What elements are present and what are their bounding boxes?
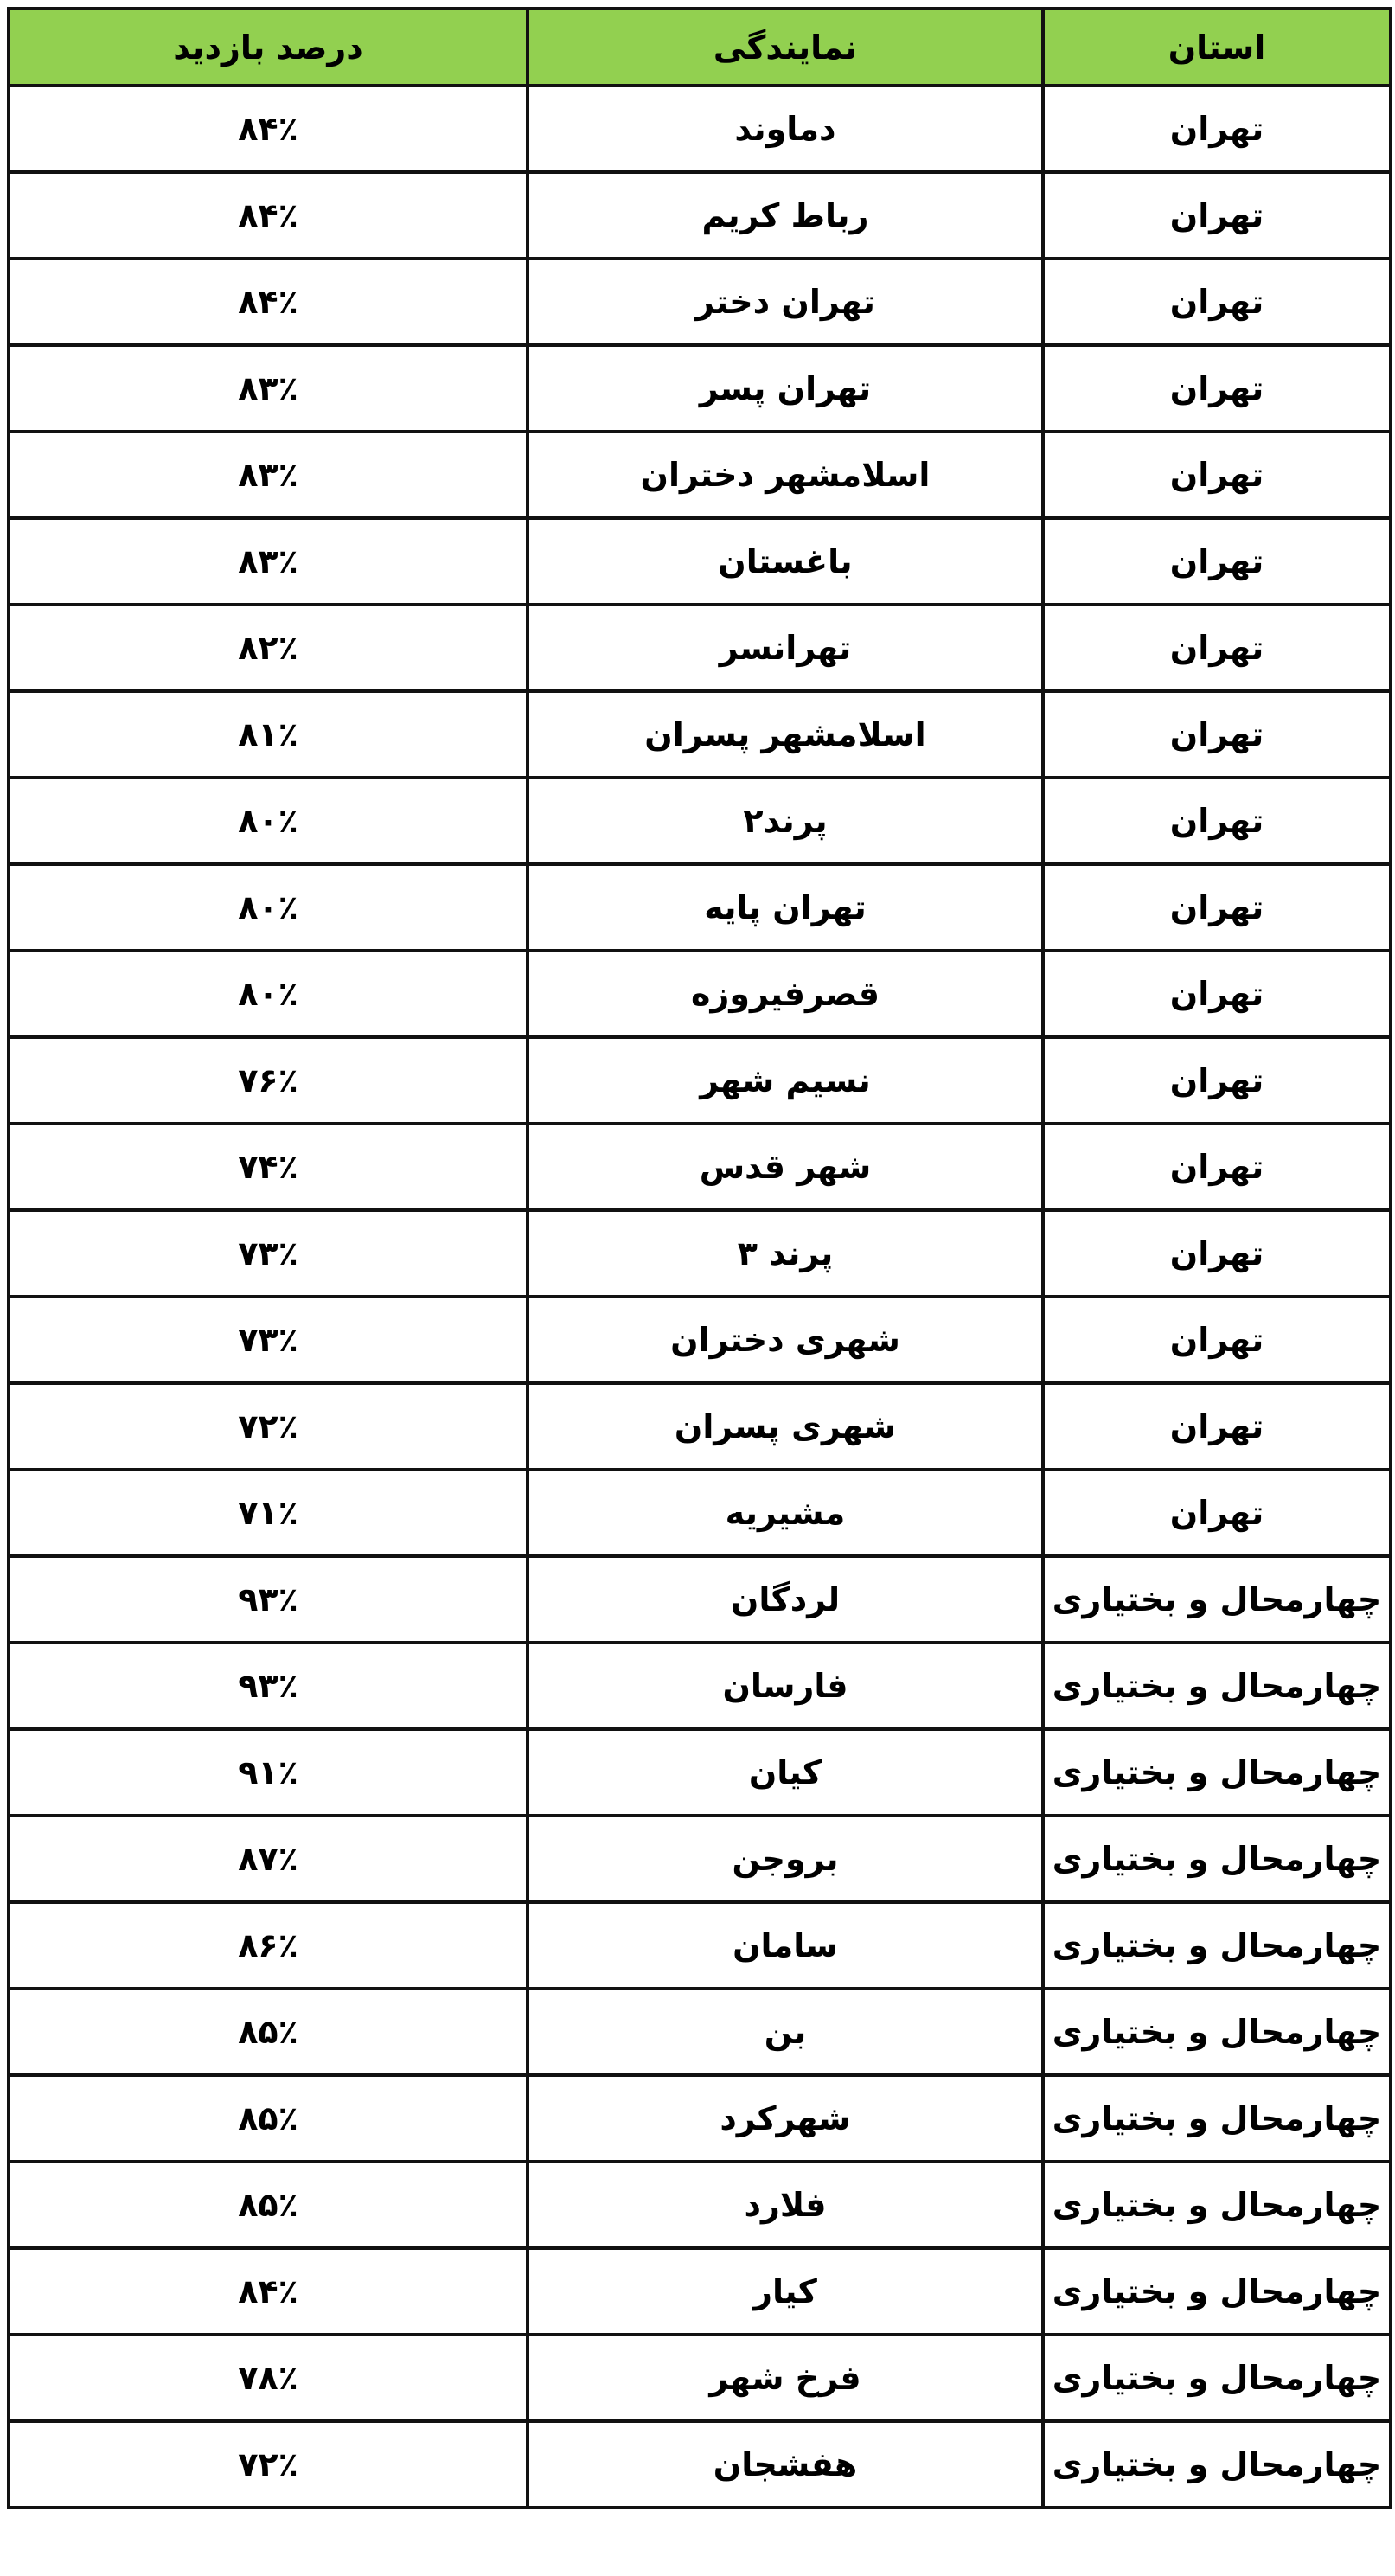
table-row [9, 1989, 1391, 2075]
table-row [9, 778, 1391, 864]
cell-province: چهارمحال و بختیاری [1043, 1902, 1391, 1989]
table-row [9, 1556, 1391, 1643]
cell-agency: شهری دختران [528, 1297, 1043, 1383]
cell-province: تهران [1043, 432, 1391, 518]
cell-agency: فرخ شهر [528, 2335, 1043, 2421]
cell-province: تهران [1043, 605, 1391, 691]
cell-province: تهران [1043, 172, 1391, 259]
table-row [9, 2162, 1391, 2248]
header-percent: درصد بازدید [9, 9, 528, 86]
cell-percent: ۹۳٪ [9, 1556, 528, 1643]
cell-agency: مشیریه [528, 1470, 1043, 1556]
table-body [9, 86, 1391, 2508]
table-header [9, 9, 1391, 86]
cell-percent: ۸۰٪ [9, 951, 528, 1037]
table-row [9, 1902, 1391, 1989]
header-row [9, 9, 1391, 86]
cell-percent: ۸۴٪ [9, 259, 528, 345]
header-agency: نمایندگی [528, 9, 1043, 86]
cell-percent: ۸۲٪ [9, 605, 528, 691]
cell-agency: پرند ۳ [528, 1210, 1043, 1297]
cell-agency: تهران پسر [528, 345, 1043, 432]
cell-province: تهران [1043, 1470, 1391, 1556]
cell-agency: فلارد [528, 2162, 1043, 2248]
cell-agency: قصرفیروزه [528, 951, 1043, 1037]
cell-percent: ۷۱٪ [9, 1470, 528, 1556]
cell-percent: ۸۴٪ [9, 86, 528, 172]
table-row [9, 86, 1391, 172]
cell-province: چهارمحال و بختیاری [1043, 2421, 1391, 2508]
cell-province: چهارمحال و بختیاری [1043, 2248, 1391, 2335]
cell-province: تهران [1043, 259, 1391, 345]
table-row [9, 1470, 1391, 1556]
table-row [9, 1729, 1391, 1816]
cell-percent: ۷۳٪ [9, 1297, 528, 1383]
cell-percent: ۹۱٪ [9, 1729, 528, 1816]
cell-province: چهارمحال و بختیاری [1043, 2335, 1391, 2421]
cell-agency: شهرکرد [528, 2075, 1043, 2162]
table-row [9, 2421, 1391, 2508]
cell-province: چهارمحال و بختیاری [1043, 1729, 1391, 1816]
cell-agency: بن [528, 1989, 1043, 2075]
cell-province: تهران [1043, 1297, 1391, 1383]
cell-percent: ۷۴٪ [9, 1124, 528, 1210]
cell-province: چهارمحال و بختیاری [1043, 1816, 1391, 1902]
table-row [9, 1383, 1391, 1470]
cell-province: چهارمحال و بختیاری [1043, 2162, 1391, 2248]
cell-province: تهران [1043, 1124, 1391, 1210]
cell-agency: شهر قدس [528, 1124, 1043, 1210]
table-row [9, 1297, 1391, 1383]
cell-percent: ۸۱٪ [9, 691, 528, 778]
table-row [9, 172, 1391, 259]
table-row [9, 432, 1391, 518]
cell-province: تهران [1043, 951, 1391, 1037]
cell-percent: ۸۰٪ [9, 864, 528, 951]
cell-percent: ۸۷٪ [9, 1816, 528, 1902]
cell-province: تهران [1043, 1037, 1391, 1124]
cell-percent: ۷۳٪ [9, 1210, 528, 1297]
cell-agency: تهران دختر [528, 259, 1043, 345]
table-row [9, 1210, 1391, 1297]
cell-agency: بروجن [528, 1816, 1043, 1902]
cell-agency: کیان [528, 1729, 1043, 1816]
cell-percent: ۸۳٪ [9, 345, 528, 432]
table-row [9, 605, 1391, 691]
document-page [7, 7, 1389, 2509]
cell-province: چهارمحال و بختیاری [1043, 1556, 1391, 1643]
cell-percent: ۹۳٪ [9, 1643, 528, 1729]
cell-agency: شهری پسران [528, 1383, 1043, 1470]
table-row [9, 259, 1391, 345]
cell-agency: اسلامشهر دختران [528, 432, 1043, 518]
cell-percent: ۷۸٪ [9, 2335, 528, 2421]
cell-percent: ۸۵٪ [9, 1989, 528, 2075]
cell-agency: اسلامشهر پسران [528, 691, 1043, 778]
cell-percent: ۸۳٪ [9, 518, 528, 605]
table-row [9, 1124, 1391, 1210]
cell-province: تهران [1043, 345, 1391, 432]
table-row [9, 864, 1391, 951]
cell-province: چهارمحال و بختیاری [1043, 1989, 1391, 2075]
cell-agency: تهران پایه [528, 864, 1043, 951]
cell-agency: تهرانسر [528, 605, 1043, 691]
cell-agency: دماوند [528, 86, 1043, 172]
cell-agency: فارسان [528, 1643, 1043, 1729]
cell-agency: لردگان [528, 1556, 1043, 1643]
table-row [9, 1643, 1391, 1729]
table-row [9, 2335, 1391, 2421]
cell-percent: ۷۲٪ [9, 2421, 528, 2508]
table-row [9, 518, 1391, 605]
table-row [9, 1816, 1391, 1902]
cell-province: تهران [1043, 778, 1391, 864]
cell-agency: هفشجان [528, 2421, 1043, 2508]
cell-province: تهران [1043, 518, 1391, 605]
table-row [9, 2248, 1391, 2335]
header-province: استان [1043, 9, 1391, 86]
table-row [9, 691, 1391, 778]
cell-province: چهارمحال و بختیاری [1043, 2075, 1391, 2162]
table-row [9, 1037, 1391, 1124]
cell-percent: ۸۵٪ [9, 2162, 528, 2248]
table-row [9, 345, 1391, 432]
cell-province: تهران [1043, 1210, 1391, 1297]
cell-percent: ۸۳٪ [9, 432, 528, 518]
cell-agency: باغستان [528, 518, 1043, 605]
cell-percent: ۸۴٪ [9, 172, 528, 259]
cell-province: تهران [1043, 691, 1391, 778]
cell-percent: ۸۵٪ [9, 2075, 528, 2162]
cell-percent: ۸۰٪ [9, 778, 528, 864]
cell-percent: ۸۴٪ [9, 2248, 528, 2335]
cell-agency: کیار [528, 2248, 1043, 2335]
cell-percent: ۷۲٪ [9, 1383, 528, 1470]
visit-percentage-table [7, 7, 1392, 2509]
cell-province: تهران [1043, 864, 1391, 951]
cell-agency: نسیم شهر [528, 1037, 1043, 1124]
cell-percent: ۸۶٪ [9, 1902, 528, 1989]
cell-province: تهران [1043, 86, 1391, 172]
cell-province: چهارمحال و بختیاری [1043, 1643, 1391, 1729]
cell-percent: ۷۶٪ [9, 1037, 528, 1124]
cell-agency: پرند۲ [528, 778, 1043, 864]
table-row [9, 951, 1391, 1037]
cell-agency: رباط کریم [528, 172, 1043, 259]
cell-province: تهران [1043, 1383, 1391, 1470]
table-row [9, 2075, 1391, 2162]
cell-agency: سامان [528, 1902, 1043, 1989]
